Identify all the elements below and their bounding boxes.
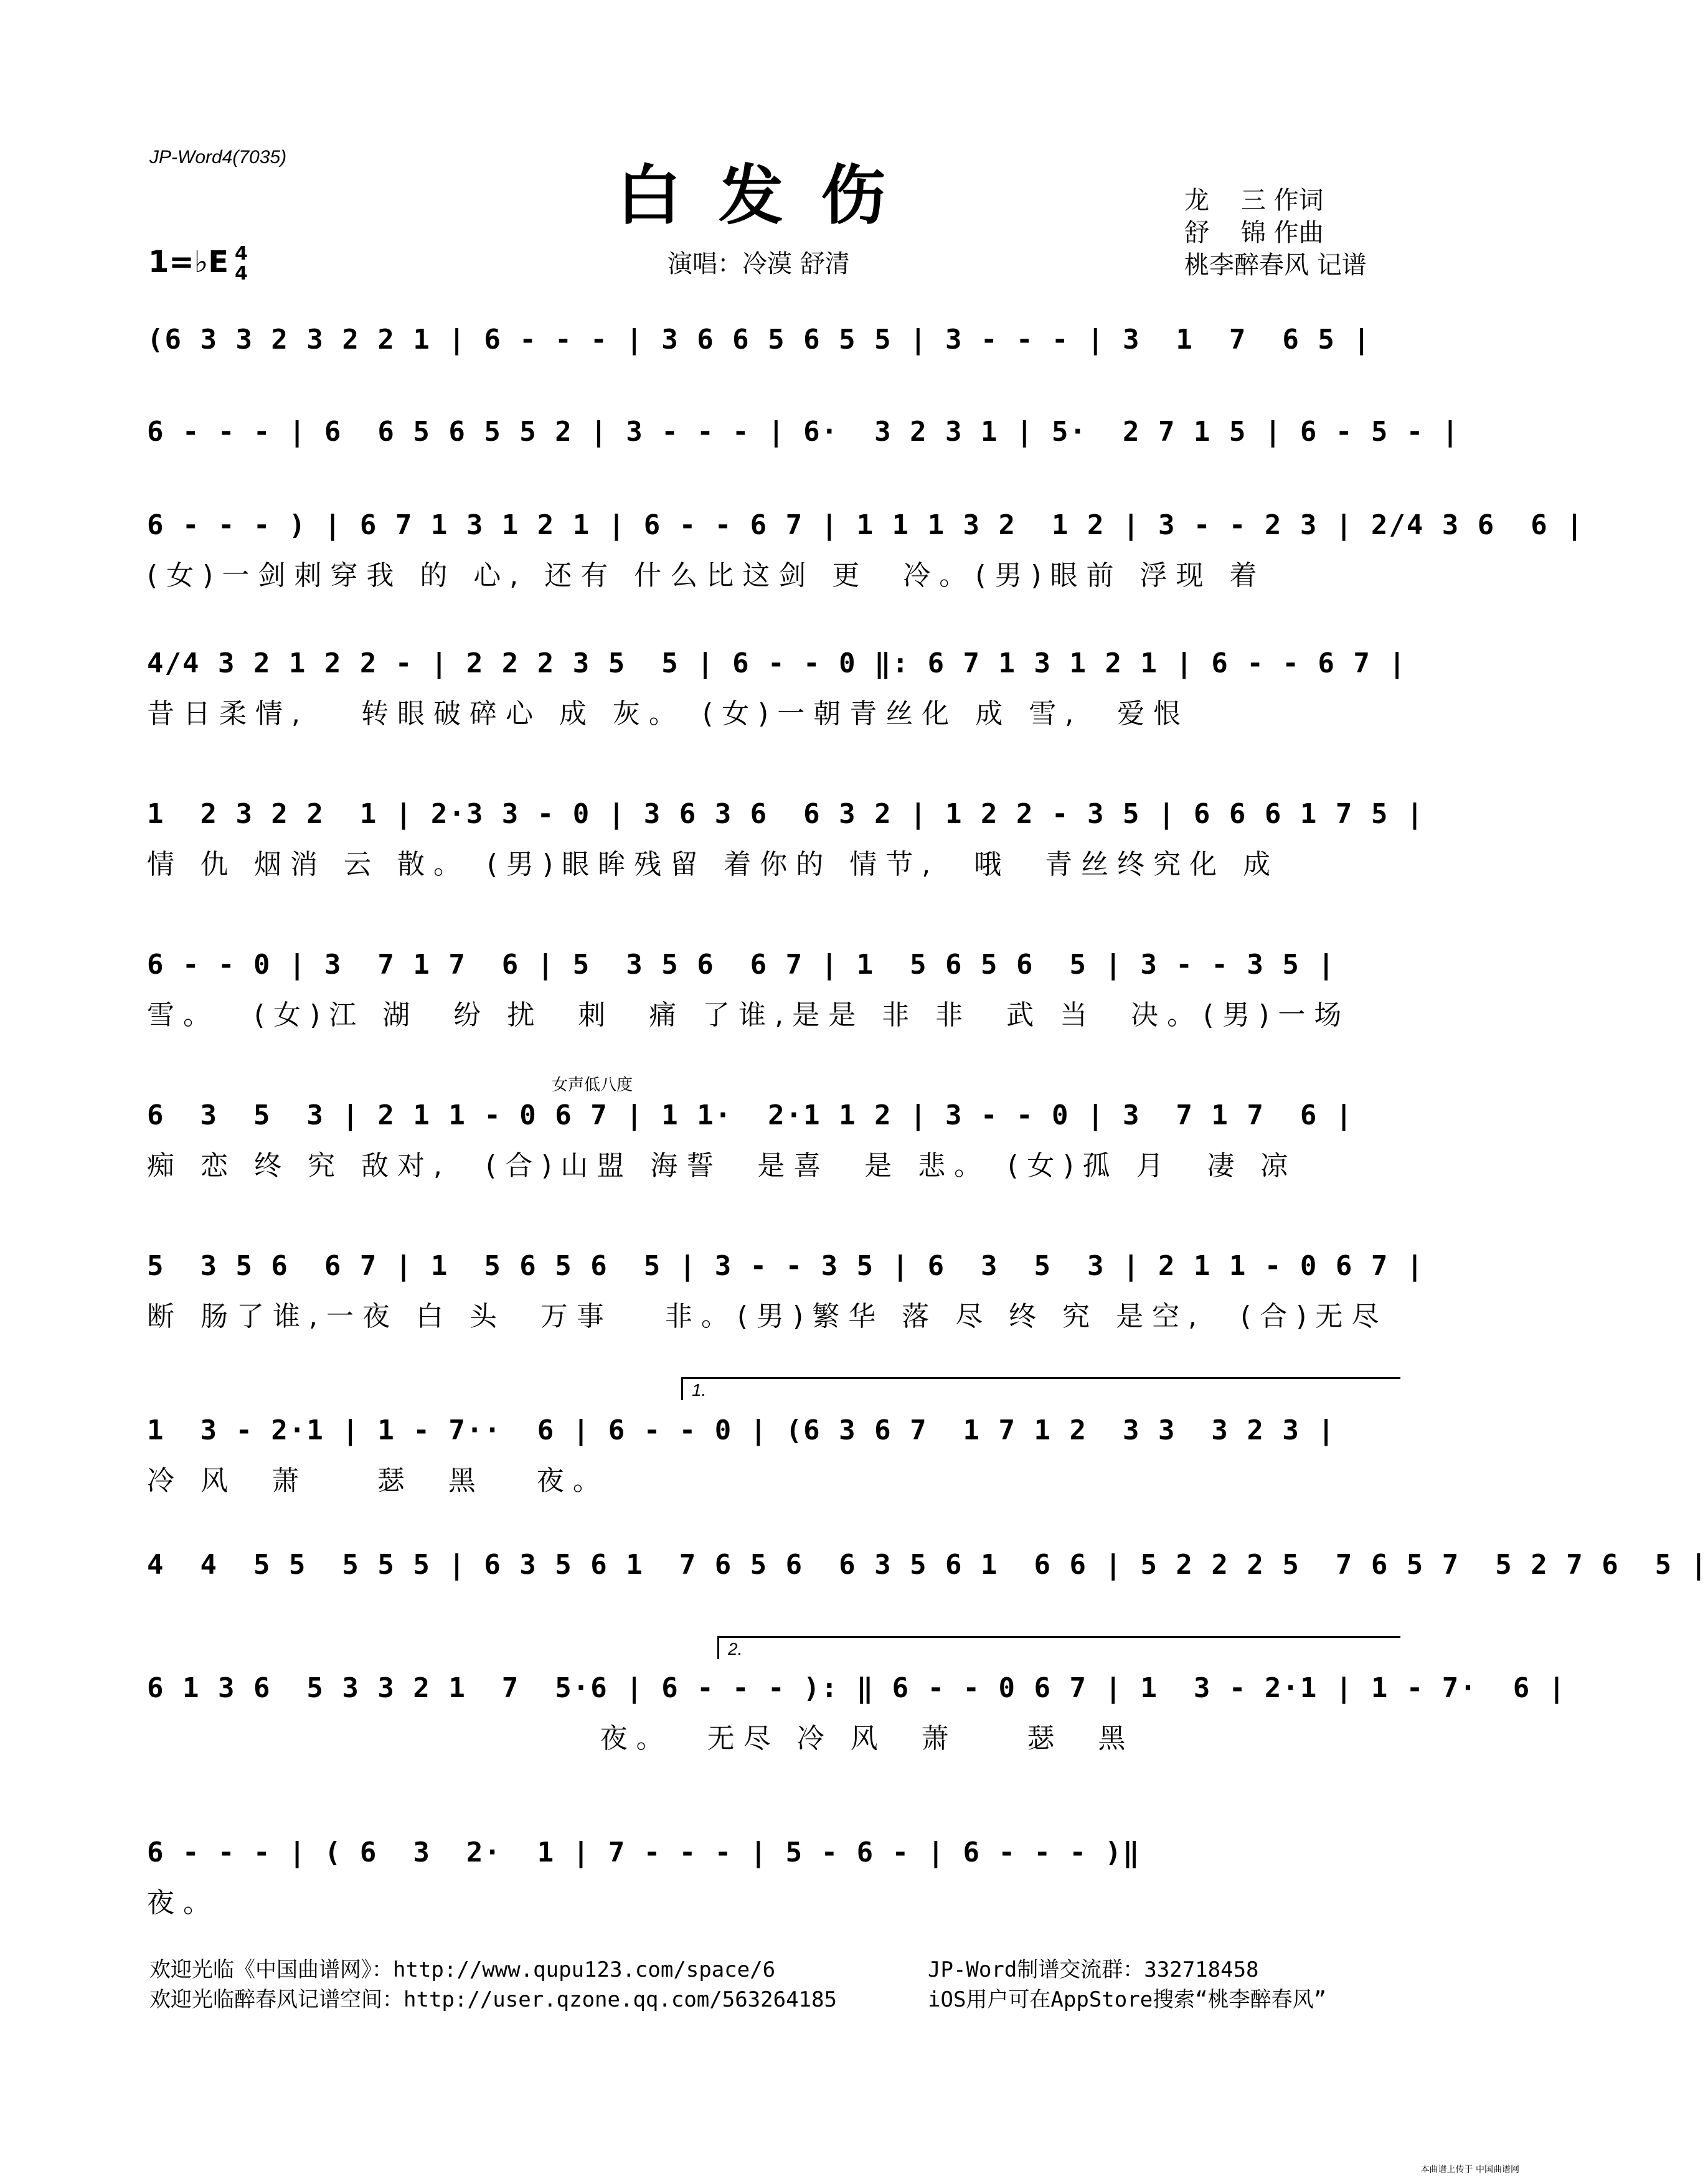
footer-right [928,1955,1326,2015]
volta-1-label: 1. [692,1380,707,1400]
credits-block [1184,184,1367,281]
composer-credit: 舒 锦 作曲 [1184,219,1324,247]
score-system-4 [147,647,1407,730]
notation-line: 6 - - 0 | 3 7 1 7 6 | 5 3 5 6 6 7 | 1 5 6 5 6 5 | 3 - - 3 5 | [147,949,1336,981]
notation-line: 6 - - - | 6 6 5 6 5 5 2 | 3 - - - | 6· 3 2 3 1 | 5· 2 7 1 5 | 6 - 5 - | [147,416,1460,448]
song-title: 白发伤 [616,157,923,233]
lyrics-line: 冷 风 萧 瑟 黑 夜。 [147,1465,609,1497]
notation-line: 6 3 5 3 | 2 1 1 - 0 6 7 | 1 1· 2·1 1 2 | 3 - - 0 | 3 7 1 7 6 | [147,1099,1354,1131]
lyrics-line: (女)一剑刺穿我 的 心, 还有 什么比这剑 更 冷。(男)眼前 浮现 着 [147,560,1266,591]
lyrics-line: 夜。 无尽 冷 风 萧 瑟 黑 [147,1723,1135,1754]
volta-2-label: 2. [728,1639,743,1659]
lyrics-line: 雪。 (女)江 湖 纷 扰 刺 痛 了谁,是是 非 非 武 当 决。(男)一场 [147,999,1351,1031]
lyrics-line: 夜。 [147,1887,219,1919]
software-watermark: JP-Word4(7035) [149,147,287,167]
footer-qzone-link[interactable]: 欢迎光临醉春风记谱空间：http://user.qzone.qq.com/563264185 [149,1987,837,2012]
footer-group-info: JP-Word制谱交流群：332718458 [928,1957,1259,1982]
lyrics-line: 昔日柔情, 转眼破碎心 成 灰。 (女)一朝青丝化 成 雪, 爱恨 [147,698,1190,730]
time-signature [235,244,248,284]
score-system-10 [147,1549,1708,1593]
lyrics-line: 情 仇 烟消 云 散。 (男)眼眸残留 着你的 情节, 哦 青丝终究化 成 [147,849,1280,880]
score-system-5 [147,798,1425,880]
notation-line: 6 - - - | ( 6 3 2· 1 | 7 - - - | 5 - 6 - | 6 - - - )‖ [147,1837,1141,1868]
octave-hint: 女声低八度 [552,1076,633,1094]
volta-second-ending [717,1636,1400,1659]
lyrics-line: 痴 恋 终 究 敌对, (合)山盟 海誓 是喜 是 悲。 (女)孤 月 凄 凉 [147,1150,1297,1182]
corner-source-note: 本曲谱上传于 中国曲谱网 [1420,2165,1519,2175]
notation-line: 4 4 5 5 5 5 5 | 6 3 5 6 1 7 6 5 6 6 3 5 6 1 6 6 | 5 2 2 2 5 7 6 5 7 5 2 7 6 5 | [147,1549,1708,1581]
notation-line: 6 1 3 6 5 3 3 2 1 7 5·6 | 6 - - - ): ‖ 6 - - 0 6 7 | 1 3 - 2·1 | 1 - 7· 6 | [147,1672,1567,1704]
score-system-3 [147,509,1584,591]
footer-left [149,1955,837,2015]
score-system-2 [147,416,1460,459]
score-system-1 [147,324,1400,367]
notation-line: 1 3 - 2·1 | 1 - 7·· 6 | 6 - - 0 | (6 3 6 7 1 7 1 2 3 3 3 2 3 | [147,1414,1336,1446]
time-top: 4 [235,243,248,265]
transcriber-credit: 桃李醉春风 记谱 [1184,251,1367,280]
lyrics-line: 断 肠了谁,一夜 白 头 万事 非。(男)繁华 落 尽 终 究 是空, (合)无尽 [147,1301,1388,1332]
key-signature [148,244,248,284]
score-system-9 [147,1414,1400,1495]
score-system-8 [147,1250,1425,1332]
score-system-7 [147,1099,1400,1180]
singer-credit: 演唱：冷漠 舒清 [668,250,850,278]
notation-line: 5 3 5 6 6 7 | 1 5 6 5 6 5 | 3 - - 3 5 | 6 3 5 3 | 2 1 1 - 0 6 7 | [147,1250,1425,1282]
key-label: 1=♭E [148,245,229,280]
score-system-11 [147,1672,1567,1754]
volta-first-ending [681,1377,1400,1400]
notation-line: (6 3 3 2 3 2 2 1 | 6 - - - | 3 6 6 5 6 5 5 | 3 - - - | 3 1 7 6 5 | [147,324,1371,355]
footer-ios-info: iOS用户可在AppStore搜索“桃李醉春风” [928,1987,1327,2012]
notation-line: 4/4 3 2 1 2 2 - | 2 2 2 3 5 5 | 6 - - 0 ‖: 6 7 1 3 1 2 1 | 6 - - 6 7 | [147,647,1407,679]
score-system-6 [147,949,1400,1030]
notation-line: 1 2 3 2 2 1 | 2·3 3 - 0 | 3 6 3 6 6 3 2 | 1 2 2 - 3 5 | 6 6 6 1 7 5 | [147,798,1425,830]
time-bottom: 4 [235,263,248,285]
notation-line: 6 - - - ) | 6 7 1 3 1 2 1 | 6 - - 6 7 | 1 1 1 3 2 1 2 | 3 - - 2 3 | 2/4 3 6 6 | [147,509,1584,541]
footer-site-link[interactable]: 欢迎光临《中国曲谱网》：http://www.qupu123.com/space/6 [149,1957,776,1982]
score-system-12 [147,1837,1400,1918]
lyricist-credit: 龙 三 作词 [1184,186,1324,215]
